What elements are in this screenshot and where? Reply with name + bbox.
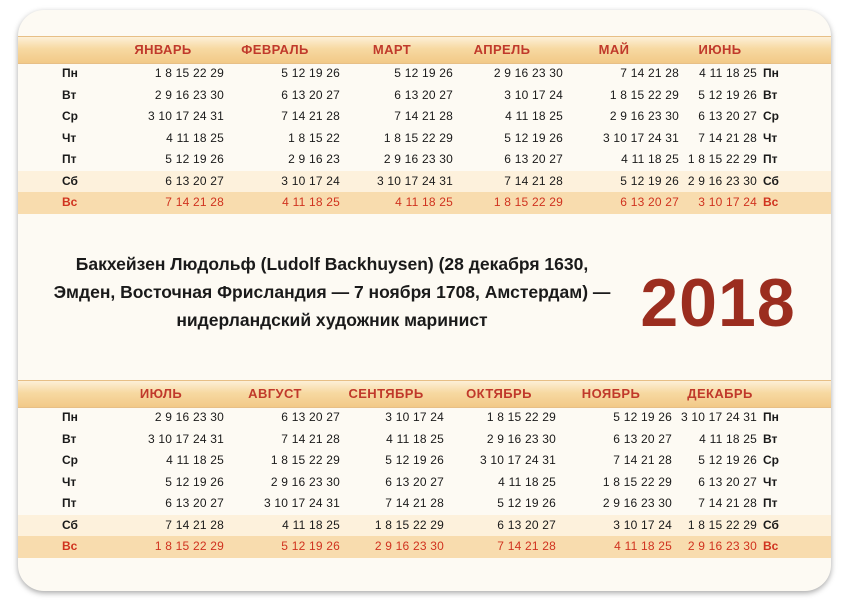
days-november-mon: 5 12 19 26 — [613, 410, 672, 424]
days-september-tue: 4 11 18 25 — [386, 431, 444, 446]
days-june-fri: 1 8 15 22 29 — [687, 152, 757, 166]
days-july-sat: 7 14 21 28 — [165, 517, 224, 532]
days-april-wed: 4 11 18 25 — [505, 109, 563, 123]
month-label-may: МАЙ — [598, 42, 630, 57]
table-row — [18, 472, 831, 494]
days-april-fri: 6 13 20 27 — [504, 152, 563, 166]
days-june-tue: 5 12 19 26 — [698, 87, 757, 102]
days-may-thu: 3 10 17 24 31 — [602, 130, 679, 145]
month-label-november: НОЯБРЬ — [581, 386, 641, 401]
days-january-tue: 2 9 16 23 30 — [154, 87, 224, 102]
weekday-label-right: Вс — [763, 539, 779, 553]
month-label-april: АПРЕЛЬ — [473, 42, 531, 57]
bottom-month-band — [18, 380, 831, 408]
days-july-tue: 3 10 17 24 31 — [147, 431, 224, 446]
days-november-wed: 7 14 21 28 — [613, 453, 672, 467]
days-august-tue: 7 14 21 28 — [281, 431, 340, 446]
month-label-february: ФЕВРАЛЬ — [241, 42, 309, 57]
days-december-mon: 3 10 17 24 31 — [680, 410, 757, 424]
days-june-thu: 7 14 21 28 — [698, 130, 757, 145]
days-december-sun: 2 9 16 23 30 — [687, 539, 757, 553]
weekday-label-left: Ср — [62, 109, 78, 123]
days-february-fri: 2 9 16 23 — [288, 152, 340, 166]
table-row — [18, 493, 831, 515]
top-half-grid — [18, 63, 831, 214]
weekday-label-left: Пн — [62, 66, 78, 80]
days-may-wed: 2 9 16 23 30 — [609, 109, 679, 123]
weekday-label-left: Чт — [62, 474, 77, 489]
days-january-fri: 5 12 19 26 — [165, 152, 224, 166]
days-november-sat: 3 10 17 24 — [613, 517, 672, 532]
days-september-wed: 5 12 19 26 — [385, 453, 444, 467]
days-june-mon: 4 11 18 25 — [699, 66, 757, 80]
top-month-band — [18, 36, 831, 64]
days-march-tue: 6 13 20 27 — [394, 87, 453, 102]
days-january-sat: 6 13 20 27 — [165, 173, 224, 188]
days-february-tue: 6 13 20 27 — [281, 87, 340, 102]
weekday-label-left: Вс — [62, 195, 78, 209]
days-september-fri: 7 14 21 28 — [385, 496, 444, 510]
days-june-wed: 6 13 20 27 — [698, 109, 757, 123]
days-april-tue: 3 10 17 24 — [504, 87, 563, 102]
table-row-sunday — [18, 536, 831, 558]
table-row-sunday — [18, 192, 831, 214]
weekday-label-right: Пн — [763, 410, 779, 424]
days-august-fri: 3 10 17 24 31 — [263, 496, 340, 510]
days-december-sat: 1 8 15 22 29 — [687, 517, 757, 532]
weekday-label-right: Пт — [763, 152, 778, 166]
weekday-label-left: Сб — [62, 173, 78, 188]
days-march-thu: 1 8 15 22 29 — [383, 130, 453, 145]
table-row — [18, 149, 831, 171]
year-label: 2018 — [640, 265, 796, 341]
weekday-label-right: Ср — [763, 109, 779, 123]
weekday-label-right: Вт — [763, 87, 778, 102]
days-september-sun: 2 9 16 23 30 — [374, 539, 444, 553]
month-label-june: ИЮНЬ — [698, 42, 742, 57]
month-label-january: ЯНВАРЬ — [134, 42, 192, 57]
days-may-sat: 5 12 19 26 — [620, 173, 679, 188]
month-label-september: СЕНТЯБРЬ — [348, 386, 424, 401]
weekday-label-left: Сб — [62, 517, 78, 532]
days-march-sun: 4 11 18 25 — [395, 195, 453, 209]
days-july-wed: 4 11 18 25 — [166, 453, 224, 467]
days-march-sat: 3 10 17 24 31 — [376, 173, 453, 188]
days-october-wed: 3 10 17 24 31 — [479, 453, 556, 467]
weekday-label-right: Сб — [763, 173, 779, 188]
weekday-label-left: Чт — [62, 130, 77, 145]
days-may-sun: 6 13 20 27 — [620, 195, 679, 209]
days-may-mon: 7 14 21 28 — [620, 66, 679, 80]
bottom-half-grid — [18, 407, 831, 558]
table-row — [18, 407, 831, 429]
days-september-mon: 3 10 17 24 — [385, 410, 444, 424]
days-october-thu: 4 11 18 25 — [498, 474, 556, 489]
weekday-label-right: Вс — [763, 195, 779, 209]
weekday-label-right: Вт — [763, 431, 778, 446]
days-december-thu: 6 13 20 27 — [698, 474, 757, 489]
days-july-sun: 1 8 15 22 29 — [154, 539, 224, 553]
weekday-label-left: Вт — [62, 431, 77, 446]
weekday-label-left: Пн — [62, 410, 78, 424]
days-march-wed: 7 14 21 28 — [394, 109, 453, 123]
days-may-tue: 1 8 15 22 29 — [609, 87, 679, 102]
artist-biography-text: Бакхейзен Людольф (Ludolf Backhuysen) (28 декабря 1630, Эмден, Восточная Фрисландия — 7 ноября 1708, Амстердам) — нидерландский художник маринист — [53, 254, 611, 330]
days-november-fri: 2 9 16 23 30 — [602, 496, 672, 510]
weekday-label-right: Чт — [763, 130, 778, 145]
month-label-july: ИЮЛЬ — [139, 386, 183, 401]
days-march-fri: 2 9 16 23 30 — [383, 152, 453, 166]
weekday-label-right: Пн — [763, 66, 779, 80]
month-label-december: ДЕКАБРЬ — [687, 386, 753, 401]
days-march-mon: 5 12 19 26 — [394, 66, 453, 80]
days-october-sun: 7 14 21 28 — [497, 539, 556, 553]
weekday-label-left: Пт — [62, 152, 77, 166]
weekday-label-left: Ср — [62, 453, 78, 467]
days-january-mon: 1 8 15 22 29 — [154, 66, 224, 80]
table-row-saturday — [18, 171, 831, 193]
days-july-thu: 5 12 19 26 — [165, 474, 224, 489]
days-november-sun: 4 11 18 25 — [614, 539, 672, 553]
days-august-wed: 1 8 15 22 29 — [270, 453, 340, 467]
days-september-thu: 6 13 20 27 — [385, 474, 444, 489]
days-july-mon: 2 9 16 23 30 — [154, 410, 224, 424]
days-december-wed: 5 12 19 26 — [698, 453, 757, 467]
days-august-mon: 6 13 20 27 — [281, 410, 340, 424]
table-row — [18, 450, 831, 472]
days-november-tue: 6 13 20 27 — [613, 431, 672, 446]
days-october-fri: 5 12 19 26 — [497, 496, 556, 510]
days-october-mon: 1 8 15 22 29 — [486, 410, 556, 424]
month-label-october: ОКТЯБРЬ — [466, 386, 532, 401]
days-february-sun: 4 11 18 25 — [282, 195, 340, 209]
table-row — [18, 63, 831, 85]
days-october-sat: 6 13 20 27 — [497, 517, 556, 532]
weekday-label-right: Сб — [763, 517, 779, 532]
days-august-sat: 4 11 18 25 — [282, 517, 340, 532]
artist-info-panel — [18, 234, 831, 382]
days-april-mon: 2 9 16 23 30 — [493, 66, 563, 80]
days-april-sat: 7 14 21 28 — [504, 173, 563, 188]
days-december-fri: 7 14 21 28 — [698, 496, 757, 510]
days-january-thu: 4 11 18 25 — [166, 130, 224, 145]
table-row — [18, 106, 831, 128]
days-february-mon: 5 12 19 26 — [281, 66, 340, 80]
days-january-wed: 3 10 17 24 31 — [147, 109, 224, 123]
table-row — [18, 85, 831, 107]
table-row-saturday — [18, 515, 831, 537]
table-row — [18, 429, 831, 451]
days-october-tue: 2 9 16 23 30 — [486, 431, 556, 446]
weekday-label-right: Ср — [763, 453, 779, 467]
calendar-card — [18, 10, 831, 591]
weekday-label-left: Вт — [62, 87, 77, 102]
days-september-sat: 1 8 15 22 29 — [374, 517, 444, 532]
days-december-tue: 4 11 18 25 — [699, 431, 757, 446]
days-june-sun: 3 10 17 24 — [698, 195, 757, 209]
days-july-fri: 6 13 20 27 — [165, 496, 224, 510]
weekday-label-left: Пт — [62, 496, 77, 510]
days-may-fri: 4 11 18 25 — [621, 152, 679, 166]
days-april-thu: 5 12 19 26 — [504, 130, 563, 145]
month-label-august: АВГУСТ — [248, 386, 302, 401]
days-january-sun: 7 14 21 28 — [165, 195, 224, 209]
days-august-thu: 2 9 16 23 30 — [270, 474, 340, 489]
weekday-label-right: Пт — [763, 496, 778, 510]
weekday-label-left: Вс — [62, 539, 78, 553]
days-august-sun: 5 12 19 26 — [281, 539, 340, 553]
month-label-march: МАРТ — [372, 42, 412, 57]
table-row — [18, 128, 831, 150]
weekday-label-right: Чт — [763, 474, 778, 489]
days-april-sun: 1 8 15 22 29 — [493, 195, 563, 209]
days-november-thu: 1 8 15 22 29 — [602, 474, 672, 489]
days-february-wed: 7 14 21 28 — [281, 109, 340, 123]
days-february-thu: 1 8 15 22 — [288, 130, 340, 145]
days-february-sat: 3 10 17 24 — [281, 173, 340, 188]
days-june-sat: 2 9 16 23 30 — [687, 173, 757, 188]
